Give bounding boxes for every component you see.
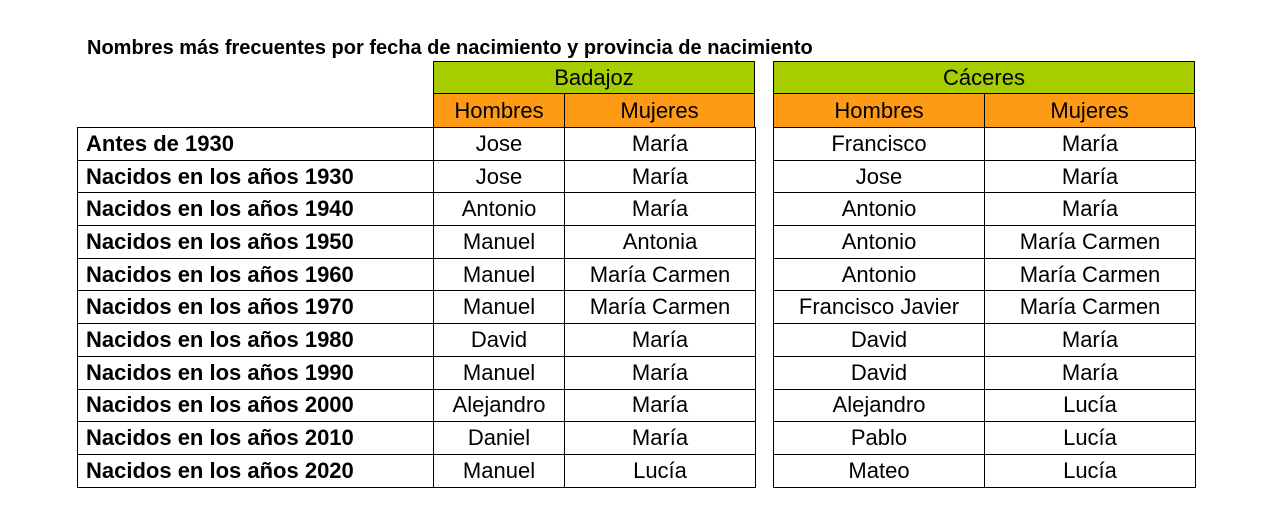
- caceres-mujeres-cell: María Carmen: [985, 226, 1196, 259]
- badajoz-mujeres-cell: María: [565, 324, 756, 357]
- badajoz-hombres-cell: David: [434, 324, 565, 357]
- table-row: [78, 160, 756, 193]
- caceres-hombres-cell: Mateo: [774, 454, 985, 487]
- row-label: Nacidos en los años 1980: [78, 324, 434, 357]
- table-row: [774, 324, 1196, 357]
- badajoz-mujeres-cell: María Carmen: [565, 258, 756, 291]
- caceres-hombres-cell: David: [774, 356, 985, 389]
- row-label: Nacidos en los años 2000: [78, 389, 434, 422]
- province-header-caceres: Cáceres: [773, 61, 1195, 94]
- table-row: [78, 356, 756, 389]
- table-row: [78, 226, 756, 259]
- badajoz-hombres-cell: Jose: [434, 160, 565, 193]
- badajoz-hombres-cell: Antonio: [434, 193, 565, 226]
- caceres-mujeres-cell: Lucía: [985, 389, 1196, 422]
- row-label: Nacidos en los años 1940: [78, 193, 434, 226]
- province-header-badajoz: Badajoz: [433, 61, 755, 94]
- subheader-badajoz-mujeres: Mujeres: [564, 94, 755, 127]
- caceres-hombres-cell: David: [774, 324, 985, 357]
- caceres-hombres-cell: Alejandro: [774, 389, 985, 422]
- caceres-mujeres-cell: María: [985, 128, 1196, 161]
- table-row: [78, 422, 756, 455]
- badajoz-mujeres-cell: María: [565, 160, 756, 193]
- page-title: Nombres más frecuentes por fecha de nacimiento y provincia de nacimiento: [87, 37, 813, 59]
- badajoz-mujeres-cell: María Carmen: [565, 291, 756, 324]
- row-label: Nacidos en los años 2020: [78, 454, 434, 487]
- table-row: [774, 193, 1196, 226]
- badajoz-mujeres-cell: María: [565, 128, 756, 161]
- caceres-mujeres-cell: María: [985, 324, 1196, 357]
- badajoz-hombres-cell: Jose: [434, 128, 565, 161]
- caceres-mujeres-cell: María Carmen: [985, 291, 1196, 324]
- table-row: [774, 454, 1196, 487]
- row-label: Nacidos en los años 1990: [78, 356, 434, 389]
- badajoz-mujeres-cell: Lucía: [565, 454, 756, 487]
- table-row: [774, 422, 1196, 455]
- table-row: [78, 389, 756, 422]
- caceres-hombres-cell: Francisco: [774, 128, 985, 161]
- caceres-mujeres-cell: María: [985, 356, 1196, 389]
- caceres-hombres-cell: Antonio: [774, 193, 985, 226]
- table-row: [78, 324, 756, 357]
- row-label: Nacidos en los años 1930: [78, 160, 434, 193]
- badajoz-mujeres-cell: María: [565, 422, 756, 455]
- row-label: Antes de 1930: [78, 128, 434, 161]
- row-label: Nacidos en los años 2010: [78, 422, 434, 455]
- table-row: [774, 226, 1196, 259]
- caceres-mujeres-cell: Lucía: [985, 454, 1196, 487]
- badajoz-hombres-cell: Manuel: [434, 226, 565, 259]
- subheader-badajoz-hombres: Hombres: [433, 94, 564, 127]
- badajoz-mujeres-cell: María: [565, 389, 756, 422]
- table-row: [774, 389, 1196, 422]
- badajoz-hombres-cell: Manuel: [434, 454, 565, 487]
- table-row: [774, 291, 1196, 324]
- badajoz-hombres-cell: Daniel: [434, 422, 565, 455]
- row-label: Nacidos en los años 1960: [78, 258, 434, 291]
- badajoz-mujeres-cell: María: [565, 193, 756, 226]
- caceres-mujeres-cell: María: [985, 160, 1196, 193]
- caceres-hombres-cell: Francisco Javier: [774, 291, 985, 324]
- table-row: [78, 291, 756, 324]
- caceres-mujeres-cell: Lucía: [985, 422, 1196, 455]
- badajoz-mujeres-cell: María: [565, 356, 756, 389]
- badajoz-hombres-cell: Alejandro: [434, 389, 565, 422]
- caceres-mujeres-cell: María: [985, 193, 1196, 226]
- table-row: [774, 128, 1196, 161]
- badajoz-hombres-cell: Manuel: [434, 258, 565, 291]
- caceres-mujeres-cell: María Carmen: [985, 258, 1196, 291]
- badajoz-hombres-cell: Manuel: [434, 291, 565, 324]
- table-caceres: [773, 127, 1196, 488]
- table-row: [78, 454, 756, 487]
- table-badajoz: [77, 127, 756, 488]
- caceres-hombres-cell: Pablo: [774, 422, 985, 455]
- table-row: [78, 128, 756, 161]
- badajoz-mujeres-cell: Antonia: [565, 226, 756, 259]
- table-row: [774, 258, 1196, 291]
- row-label: Nacidos en los años 1950: [78, 226, 434, 259]
- caceres-hombres-cell: Antonio: [774, 258, 985, 291]
- table-row: [78, 193, 756, 226]
- row-label: Nacidos en los años 1970: [78, 291, 434, 324]
- table-row: [78, 258, 756, 291]
- subheader-caceres-hombres: Hombres: [773, 94, 984, 127]
- table-row: [774, 160, 1196, 193]
- caceres-hombres-cell: Antonio: [774, 226, 985, 259]
- caceres-hombres-cell: Jose: [774, 160, 985, 193]
- subheader-caceres-mujeres: Mujeres: [984, 94, 1195, 127]
- badajoz-hombres-cell: Manuel: [434, 356, 565, 389]
- table-row: [774, 356, 1196, 389]
